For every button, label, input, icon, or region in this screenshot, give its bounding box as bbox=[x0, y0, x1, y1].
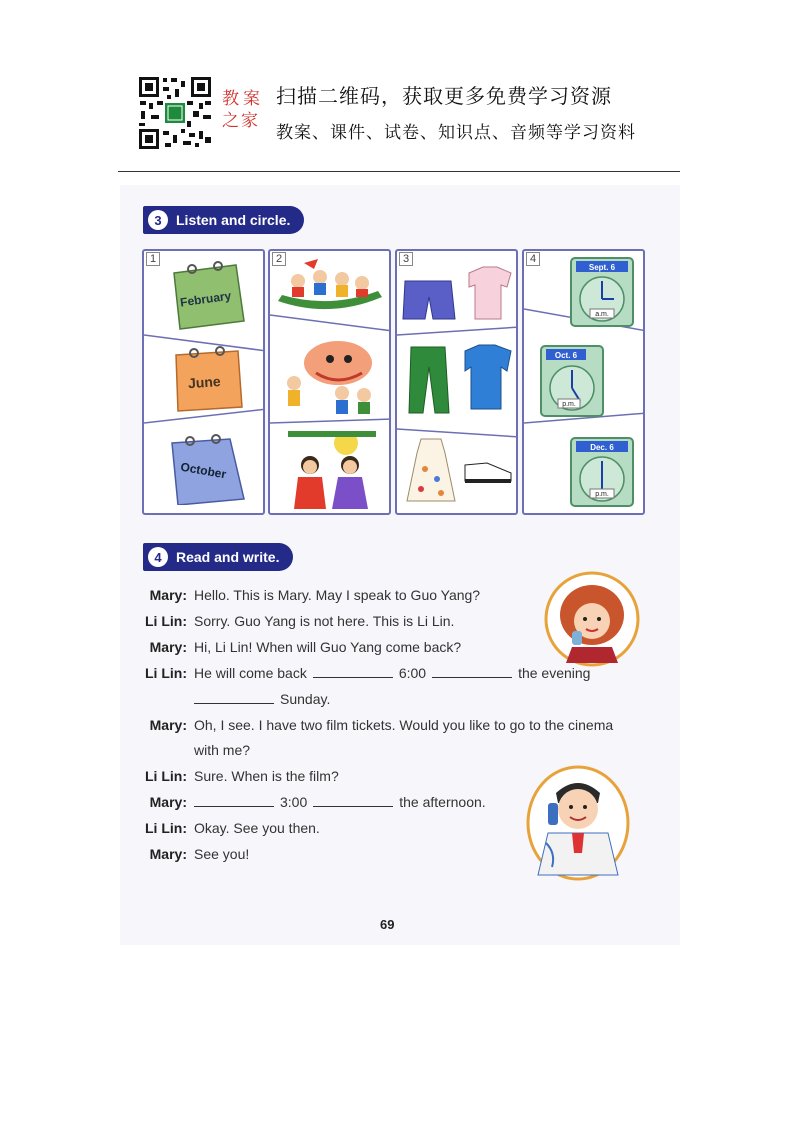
dialogue-text: the afternoon. bbox=[399, 794, 486, 810]
calendar-february-icon[interactable] bbox=[166, 259, 248, 331]
panel-number: 1 bbox=[146, 252, 160, 266]
clock-card-oct[interactable] bbox=[540, 345, 604, 421]
section-4-number: 4 bbox=[148, 547, 168, 567]
clock-period: p.m. bbox=[595, 491, 609, 498]
speaker: Li Lin: bbox=[145, 613, 187, 629]
answer-blank[interactable] bbox=[194, 693, 274, 704]
dialogue-line: Oh, I see. I have two film tickets. Would you like to go to the cinema bbox=[194, 717, 614, 733]
section-3-number: 3 bbox=[148, 210, 168, 230]
dialogue-line: Sorry. Guo Yang is not here. This is Li Lin. bbox=[194, 613, 455, 629]
speaker: Li Lin: bbox=[145, 768, 187, 784]
brand-line-1: 教案 bbox=[222, 89, 264, 109]
speaker: Mary: bbox=[149, 846, 187, 862]
listening-panel-2 bbox=[268, 249, 391, 515]
clock-period: a.m. bbox=[595, 311, 609, 318]
dialogue-line: Hello. This is Mary. May I speak to Guo Yang? bbox=[194, 587, 481, 603]
listening-panel-1 bbox=[142, 249, 265, 515]
dragon-boat-picture[interactable] bbox=[274, 257, 386, 317]
dialogue-line bbox=[194, 794, 486, 810]
section-3-heading bbox=[143, 206, 304, 234]
answer-blank[interactable] bbox=[194, 796, 274, 807]
speaker: Mary: bbox=[149, 794, 187, 810]
dialogue-line: Sure. When is the film? bbox=[194, 768, 339, 784]
clock-sept-icon bbox=[570, 257, 634, 327]
mid-autumn-picture[interactable] bbox=[284, 429, 380, 513]
clock-card-sept[interactable] bbox=[570, 257, 634, 331]
clock-dec-icon bbox=[570, 437, 634, 507]
section-4-heading bbox=[143, 543, 293, 571]
dress-and-shoes-picture[interactable] bbox=[401, 435, 515, 507]
calendar-label: October bbox=[179, 459, 228, 482]
clock-date: Sept. 6 bbox=[588, 263, 616, 272]
clock-date: Dec. 6 bbox=[590, 443, 614, 452]
dialogue-line: Okay. See you then. bbox=[194, 820, 320, 836]
answer-blank[interactable] bbox=[432, 667, 512, 678]
calendar-october-icon[interactable] bbox=[166, 433, 248, 505]
dialogue-text: the evening bbox=[518, 665, 591, 681]
brand-logo-text bbox=[222, 88, 272, 132]
header-line-1: 扫描二维码，获取更多免费学习资源 bbox=[276, 84, 612, 108]
boy-phone-illustration bbox=[526, 763, 630, 881]
calendar-label: February bbox=[179, 288, 233, 310]
panel-number: 4 bbox=[526, 252, 540, 266]
clock-oct-icon bbox=[540, 345, 604, 417]
header-line-2: 教案、课件、试卷、知识点、音频等学习资料 bbox=[276, 123, 636, 143]
trousers-and-coat-picture[interactable] bbox=[401, 343, 515, 419]
section-3-title: Listen and circle. bbox=[176, 212, 291, 228]
dialogue-text: Sunday. bbox=[280, 691, 331, 707]
listening-panel-4 bbox=[522, 249, 645, 515]
dialogue-text: 6:00 bbox=[398, 665, 427, 681]
speaker: Li Lin: bbox=[145, 820, 187, 836]
speaker: Mary: bbox=[149, 717, 187, 733]
dialogue-line bbox=[194, 665, 590, 681]
dialogue-text: 3:00 bbox=[280, 794, 308, 810]
dialogue-line: with me? bbox=[194, 742, 251, 758]
calendar-june-icon[interactable] bbox=[166, 343, 248, 415]
listening-panel-3 bbox=[395, 249, 518, 515]
header-divider bbox=[118, 171, 680, 172]
clock-card-dec[interactable] bbox=[570, 437, 634, 511]
panel-number: 2 bbox=[272, 252, 286, 266]
panel-number: 3 bbox=[399, 252, 413, 266]
answer-blank[interactable] bbox=[313, 667, 393, 678]
shorts-and-blouse-picture[interactable] bbox=[401, 265, 515, 325]
mary-phone-illustration bbox=[542, 571, 642, 667]
answer-blank[interactable] bbox=[313, 796, 393, 807]
qr-code-image bbox=[137, 75, 213, 151]
dialogue-line: See you! bbox=[194, 846, 250, 862]
calendar-label: June bbox=[187, 372, 222, 392]
dialogue-line bbox=[194, 691, 330, 707]
speaker: Mary: bbox=[149, 587, 187, 603]
section-4-title: Read and write. bbox=[176, 549, 280, 565]
dialogue-text: He will come back bbox=[194, 665, 307, 681]
page-number: 69 bbox=[380, 917, 395, 932]
speaker: Li Lin: bbox=[145, 665, 187, 681]
clock-period: p.m. bbox=[562, 401, 576, 408]
dialogue-line: Hi, Li Lin! When will Guo Yang come back? bbox=[194, 639, 462, 655]
clock-date: Oct. 6 bbox=[554, 351, 578, 360]
lion-dance-picture[interactable] bbox=[276, 333, 386, 419]
brand-line-2: 之家 bbox=[222, 111, 260, 131]
speaker: Mary: bbox=[149, 639, 187, 655]
